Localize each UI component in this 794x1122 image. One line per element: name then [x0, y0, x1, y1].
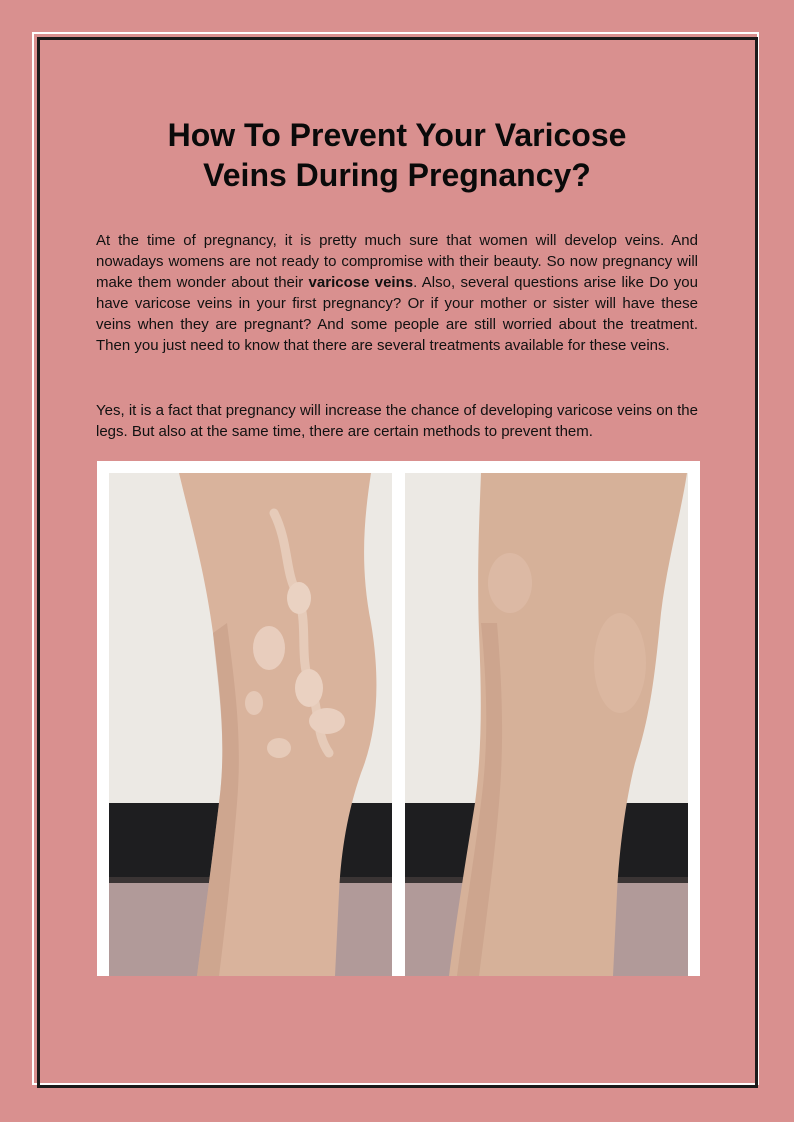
- leg-with-varicose-veins-photo: [109, 473, 392, 976]
- intro-text-end: . Also, several questions arise like Do you have varicose veins in your first pregnancy? Or if your mother or sister will have these veins when they are pregnant? And some people are still worried about the treatment. Then you just need to know that there are several treatments available for these veins.: [96, 274, 698, 354]
- leg-without-varicose-veins-photo: [405, 473, 688, 976]
- varicose-veins-keyword: varicose veins: [308, 274, 414, 291]
- intro-text-start: At the time of pregnancy, it is pretty much sure that women will develop veins. And nowadays womens are not ready to compromise with their beauty. So now pregnancy will make them wonder about their: [96, 232, 698, 291]
- title-line-2: Veins During Pregnancy?: [203, 157, 591, 193]
- article-title: [96, 115, 698, 195]
- second-paragraph: Yes, it is a fact that pregnancy will increase the chance of developing varicose veins on the legs. But also at the same time, there are certain methods to prevent them.: [96, 402, 698, 440]
- comparison-photo: [97, 461, 700, 976]
- title-line-1: How To Prevent Your Varicose: [167, 117, 627, 153]
- intro-paragraph: [96, 230, 698, 356]
